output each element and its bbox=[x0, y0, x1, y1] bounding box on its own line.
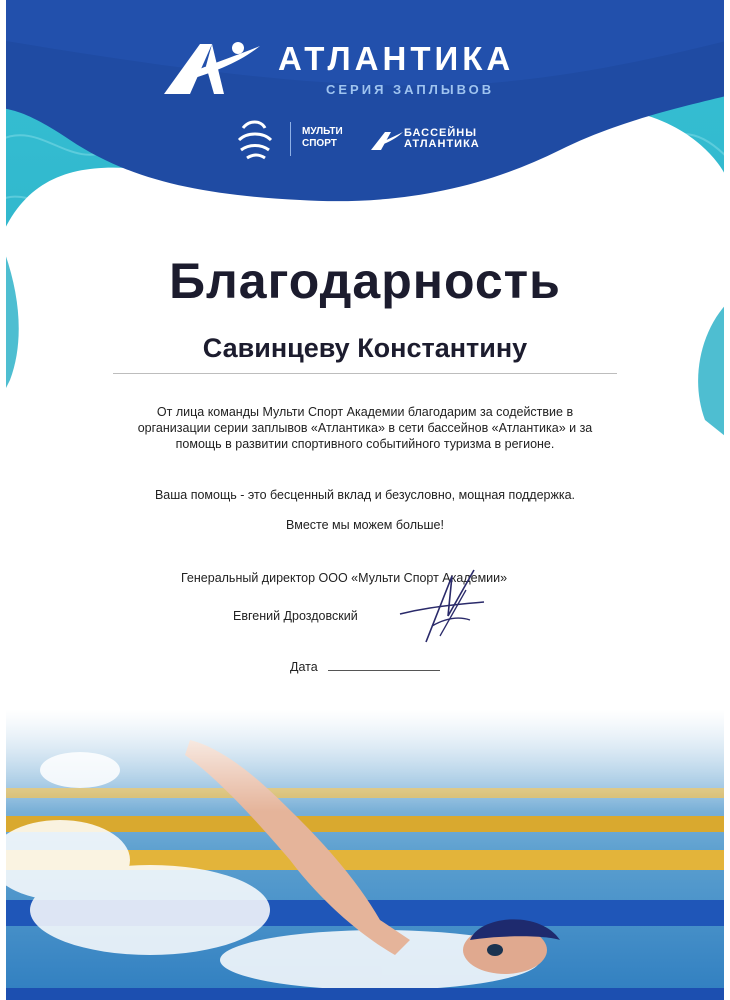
brand-title: АТЛАНТИКА bbox=[278, 40, 515, 77]
pools-logo-line2: АТЛАНТИКА bbox=[404, 138, 480, 150]
swimmer-photo bbox=[0, 710, 730, 1000]
certificate-title: Благодарность bbox=[169, 253, 561, 309]
recipient-underline bbox=[113, 373, 617, 374]
multisport-logo-text: МУЛЬТИ СПОРТ bbox=[302, 126, 343, 149]
brand-subtitle: СЕРИЯ ЗАПЛЫВОВ bbox=[326, 82, 495, 97]
page-right-margin bbox=[724, 0, 730, 1000]
page-left-margin bbox=[0, 0, 6, 1000]
multisport-logo-icon bbox=[235, 118, 275, 162]
partner-divider bbox=[290, 122, 291, 156]
pools-logo-text bbox=[404, 128, 504, 150]
support-paragraph: Ваша помощь - это бесценный вклад и безусловно, мощная поддержка. bbox=[154, 488, 576, 502]
signatory-name: Евгений Дроздовский bbox=[233, 609, 358, 623]
pools-logo-line1: БАССЕЙНЫ bbox=[404, 127, 478, 139]
signatory-position: Генеральный директор ООО «Мульти Спорт Академии» bbox=[181, 571, 508, 585]
date-label: Дата bbox=[290, 660, 318, 674]
motto-paragraph: Вместе мы можем больше! bbox=[286, 518, 444, 532]
gratitude-paragraph: От лица команды Мульти Спорт Академии благодарим за содействие в организации серии заплывов «Атлантика» в сети бассейнов «Атлантика» и за помощь в развитии спортивного событийного туризма в регионе. bbox=[137, 405, 593, 451]
recipient-name: Савинцеву Константину bbox=[202, 333, 528, 363]
handwritten-signature bbox=[396, 566, 488, 650]
swimmer-a-logo-icon bbox=[160, 38, 262, 98]
date-line bbox=[328, 670, 440, 671]
pools-logo-icon bbox=[369, 130, 405, 152]
